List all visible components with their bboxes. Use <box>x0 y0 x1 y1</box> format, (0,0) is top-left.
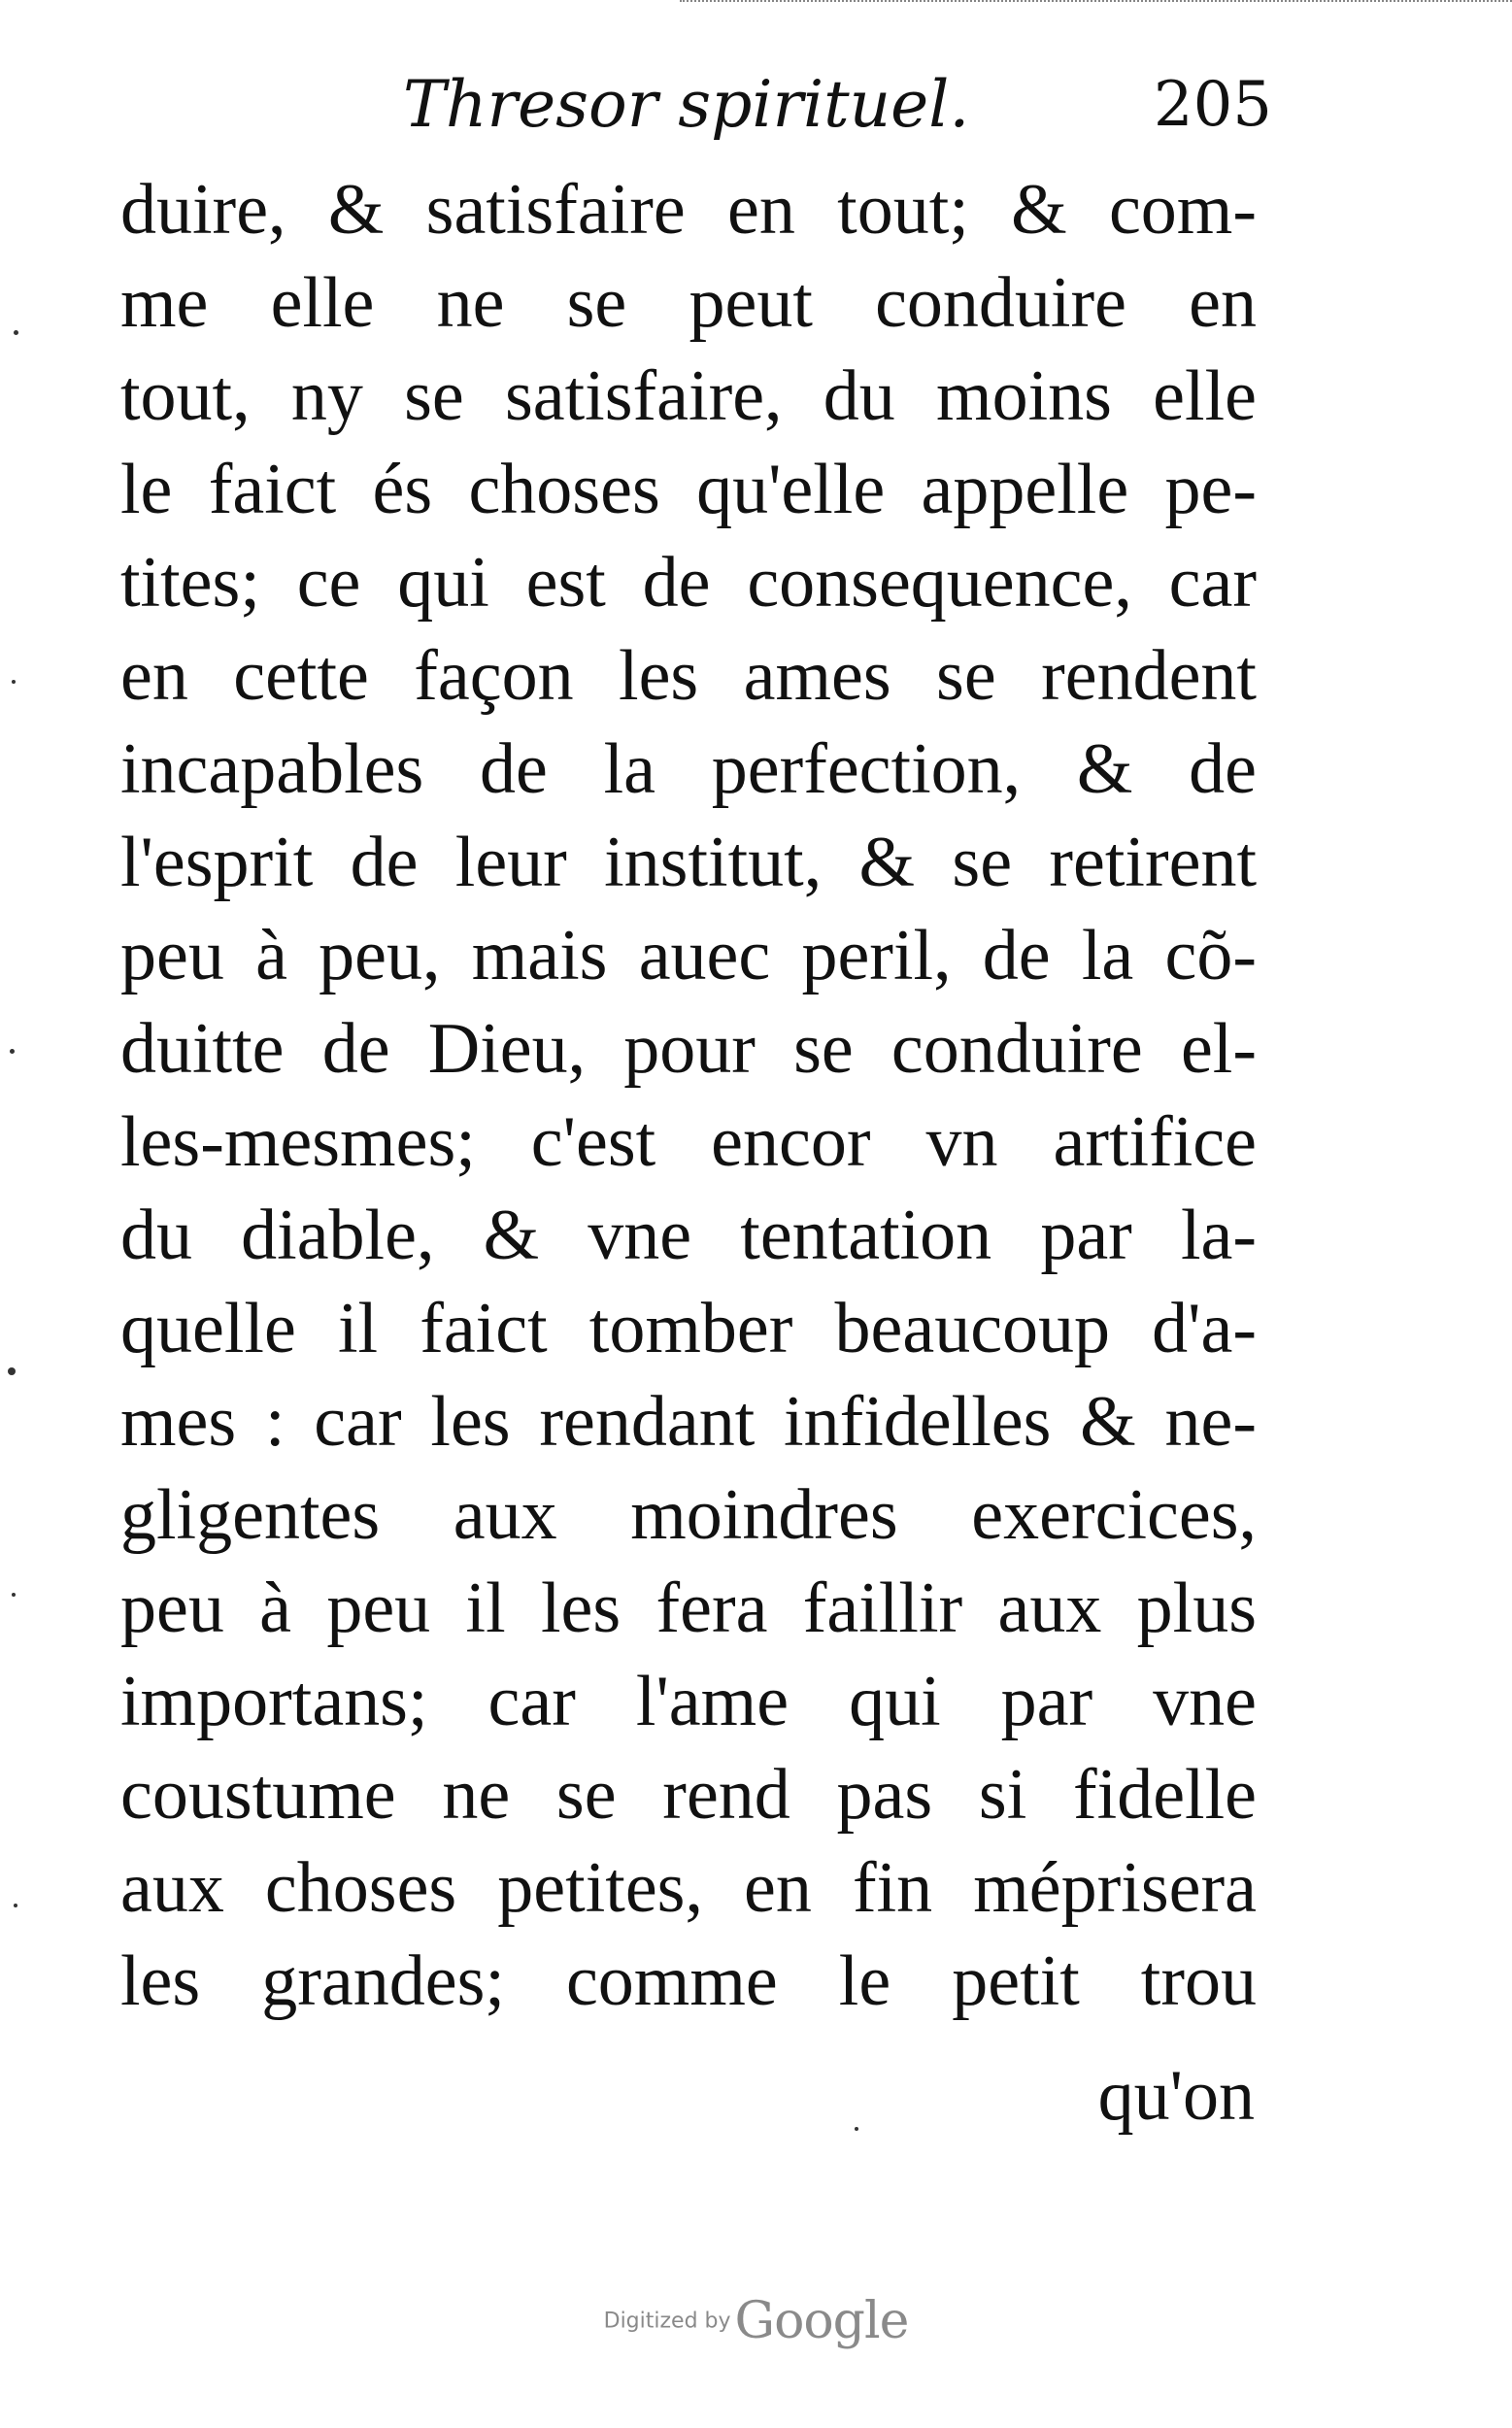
page-number: 205 <box>1153 69 1272 141</box>
text-line: le faict és choses qu'elle appelle pe- <box>120 450 1257 529</box>
text-line: peu à peu, mais auec peril, de la cõ- <box>120 916 1257 995</box>
body-text <box>120 163 1257 2028</box>
scan-speck <box>8 1367 16 1375</box>
page-header <box>117 56 1272 153</box>
catchword: qu'on <box>1097 2056 1255 2136</box>
text-line: du diable, & vne tentation par la- <box>120 1196 1257 1275</box>
text-line: l'esprit de leur institut, & se retirent <box>120 823 1257 902</box>
text-line: gligentes aux moindres exercices, <box>120 1475 1257 1555</box>
text-line: les-mesmes; c'est encor vn artifice <box>120 1102 1257 1182</box>
text-line: peu à peu il les fera faillir aux plus <box>120 1568 1257 1648</box>
text-line: me elle ne se peut conduire en <box>120 263 1257 343</box>
text-line: mes : car les rendant infidelles & ne- <box>120 1382 1257 1462</box>
page-top-edge <box>680 0 1512 8</box>
text-line: aux choses petites, en fin méprisera <box>120 1848 1257 1928</box>
text-line: tout, ny se satisfaire, du moins elle <box>120 356 1257 436</box>
text-line: coustume ne se rend pas si fidelle <box>120 1755 1257 1835</box>
text-line: duitte de Dieu, pour se conduire el- <box>120 1009 1257 1089</box>
text-line: tites; ce qui est de consequence, car <box>120 543 1257 623</box>
text-line: duire, & satisfaire en tout; & com- <box>120 170 1257 250</box>
scan-speck <box>14 1904 17 1907</box>
text-line: en cette façon les ames se rendent <box>120 636 1257 716</box>
scan-speck <box>14 330 18 335</box>
scan-speck <box>10 1049 15 1054</box>
digitized-watermark <box>0 2292 1512 2350</box>
text-line: les grandes; comme le petit trou <box>120 1941 1257 2021</box>
google-logo: Google <box>734 2292 909 2350</box>
scan-speck <box>12 680 16 684</box>
watermark-prefix: Digitized by <box>603 2309 731 2334</box>
scan-speck <box>855 2127 858 2131</box>
running-title: Thresor spirituel. <box>403 67 970 142</box>
text-line: quelle il faict tomber beaucoup d'a- <box>120 1289 1257 1368</box>
text-line: importans; car l'ame qui par vne <box>120 1662 1257 1741</box>
text-line: incapables de la perfection, & de <box>120 729 1257 809</box>
scan-speck <box>12 1593 16 1597</box>
